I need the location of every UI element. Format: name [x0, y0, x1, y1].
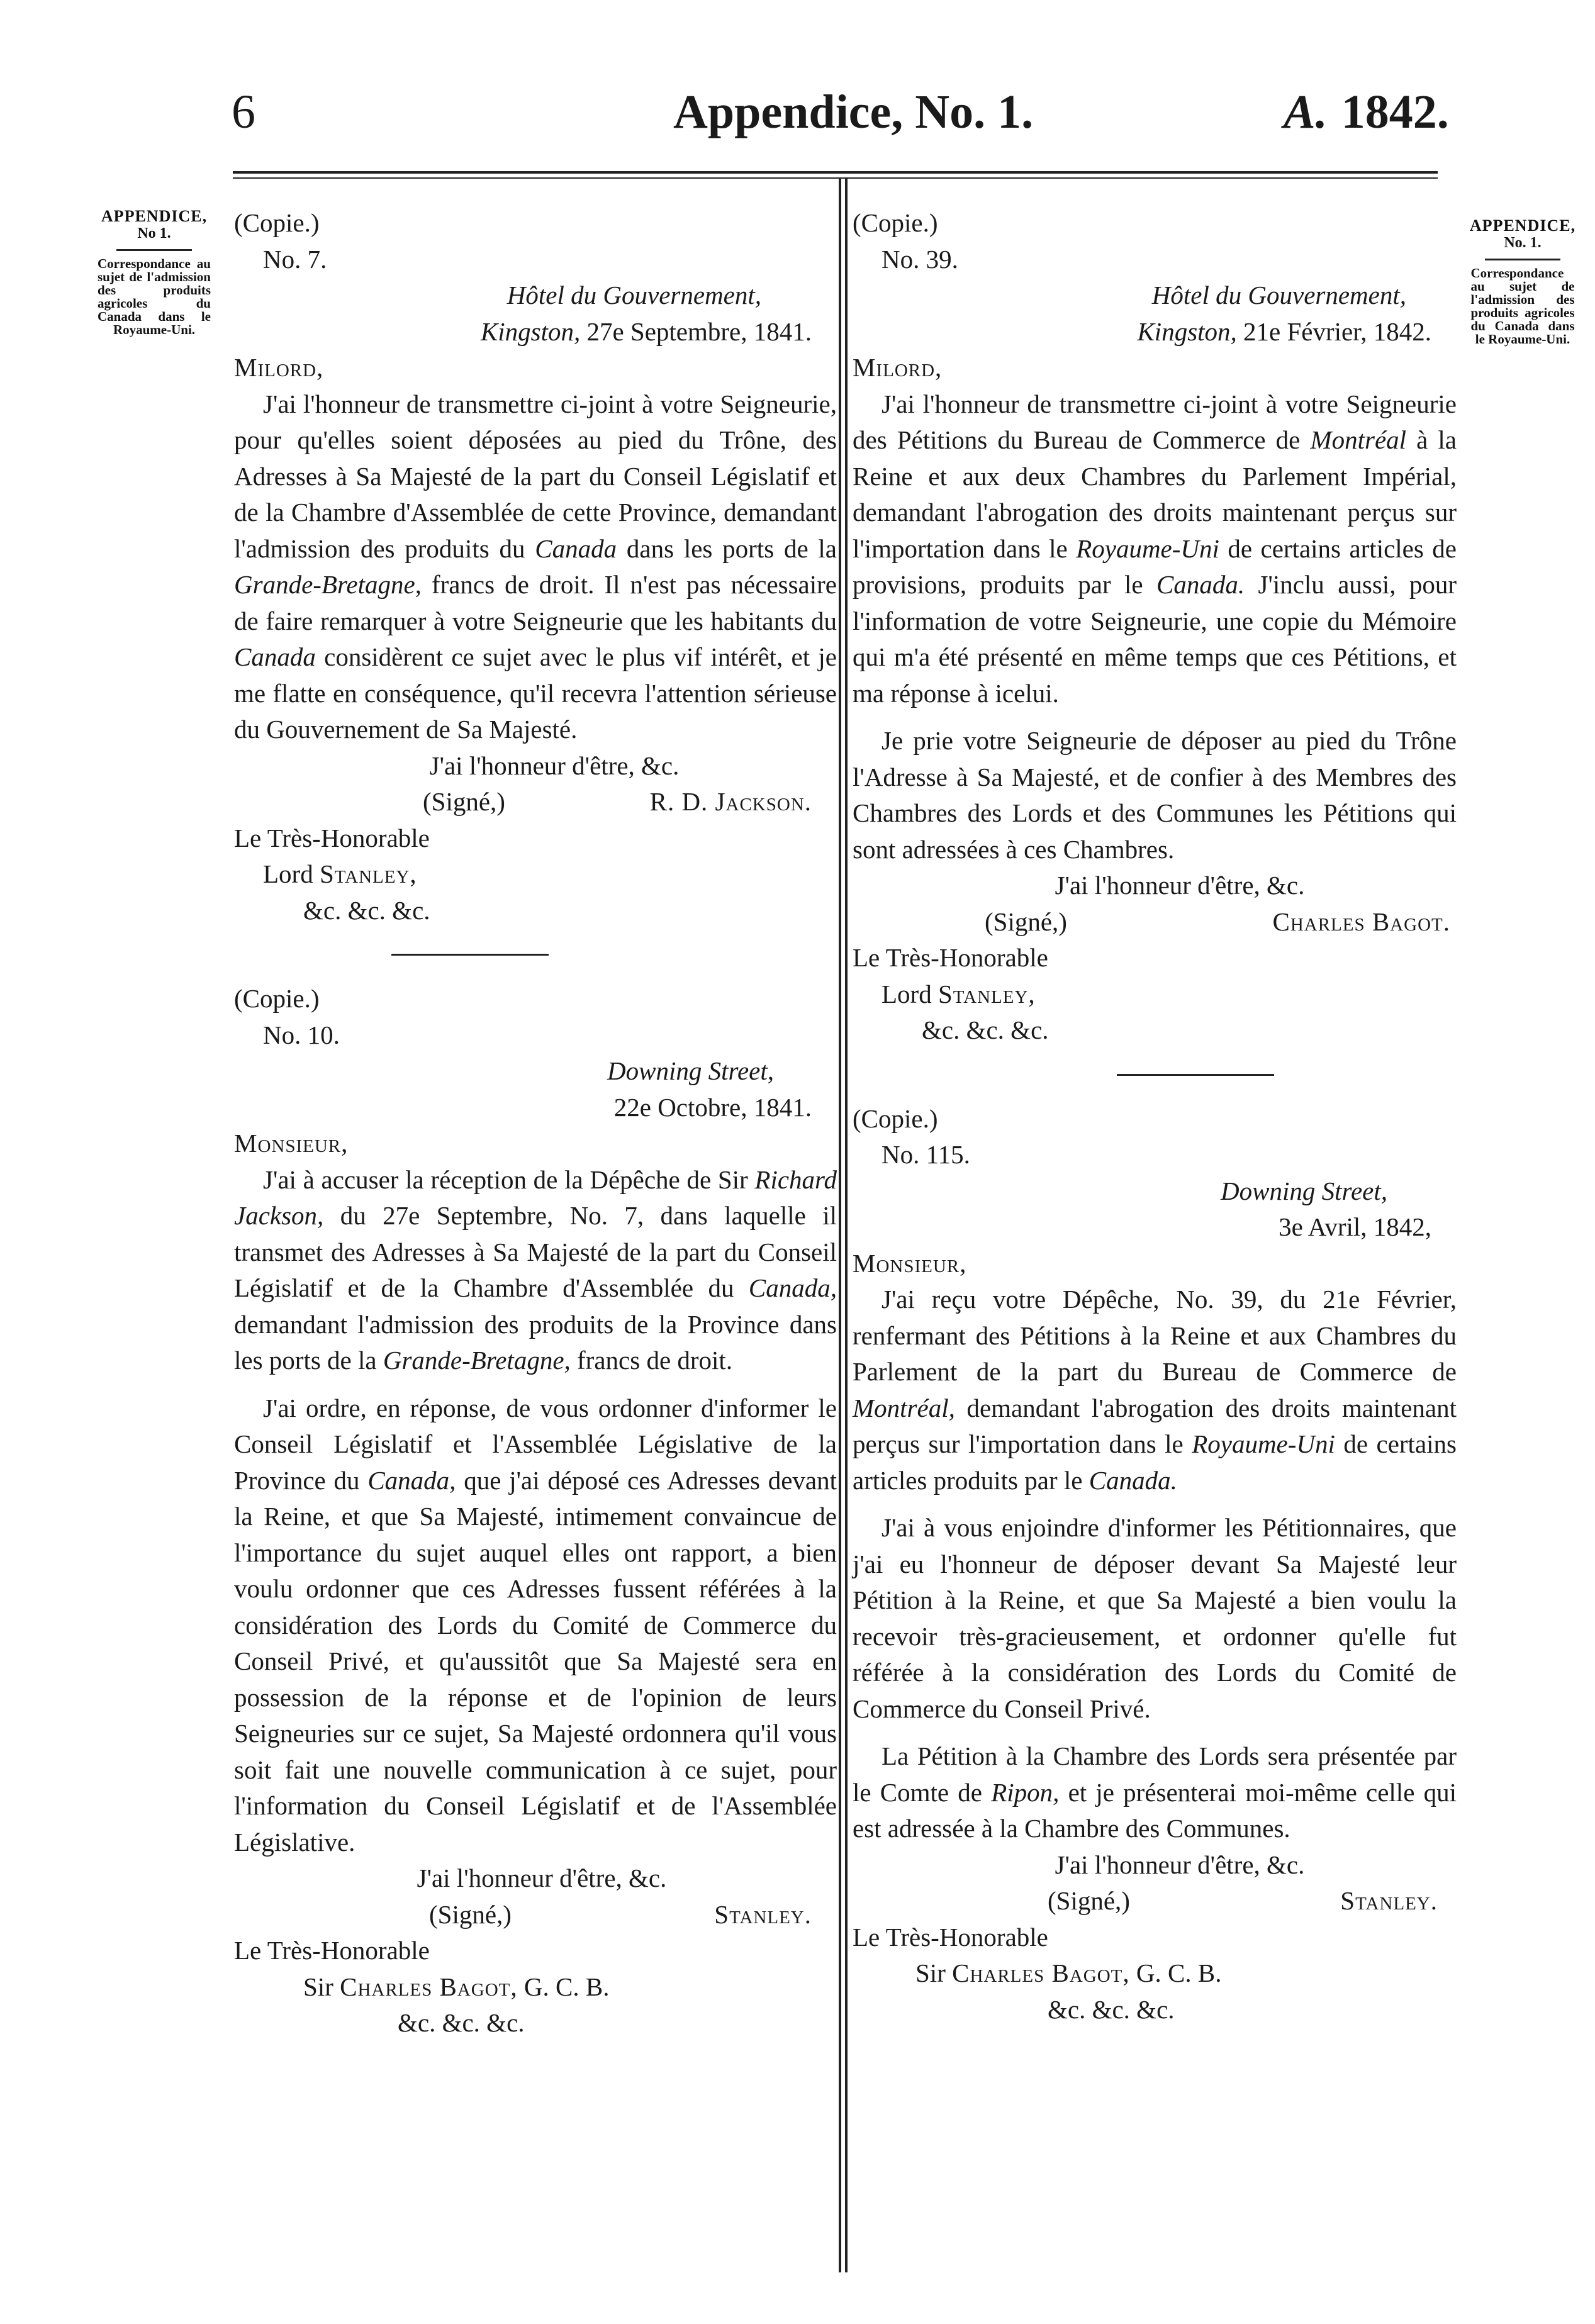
- addressee-title: Le Très-Honorable: [853, 1922, 1048, 1952]
- text-run: demandant l'admission des produits de la Province dans les ports de la: [234, 1309, 837, 1375]
- copy-label: (Copie.): [234, 984, 320, 1013]
- text-run: J'ai reçu votre Dépêche, No. 39, du 21e Février, renfermant des Pétitions à la Reine et aux Chambres du Parlement de la part du Bureau de Commerce de: [853, 1285, 1457, 1386]
- addressee-title: Le Très-Honorable: [853, 943, 1048, 972]
- text-run: de certains articles de provisions, produits par le: [853, 534, 1457, 599]
- date-line: [853, 314, 1457, 350]
- margin-note-number: No. 1.: [1504, 235, 1542, 251]
- place-line: Hôtel du Gouvernement,: [1151, 281, 1406, 310]
- salutation: Milord,: [234, 353, 324, 382]
- page-number: 6: [232, 86, 255, 138]
- addressee-title: Le Très-Honorable: [234, 823, 430, 852]
- place-line: Downing Street,: [1221, 1176, 1387, 1205]
- italic-run: Canada,: [367, 1465, 456, 1495]
- closing: J'ai l'honneur d'être, &c.: [1055, 871, 1305, 900]
- small-caps-run: Charles Bagot,: [340, 1972, 518, 2001]
- letter-body: [853, 1738, 1457, 1847]
- date-text: 21e Février, 1842.: [1236, 316, 1431, 346]
- copy-label: (Copie.): [853, 208, 938, 237]
- italic-run: Canada: [535, 534, 617, 563]
- text-run: de certains articles produits par le: [853, 1429, 1457, 1495]
- date-line: 22e Octobre, 1841.: [613, 1092, 812, 1122]
- signed-label: (Signé,): [429, 1899, 512, 1929]
- letter-body: [853, 386, 1457, 712]
- section-separator: [391, 954, 549, 956]
- signature-line: [234, 1897, 837, 1933]
- italic-run: Montréal,: [853, 1393, 955, 1422]
- text-run: J'ai l'honneur de transmettre ci-joint à votre Seigneurie, pour qu'elles soient déposées au pied du Trône, des Adresses à Sa Majesté de la part du Conseil Législatif et de la Chambre d'Assemblée de cette Province, demandant l'admission des produits du: [234, 389, 837, 563]
- margin-note-number: No 1.: [137, 225, 171, 242]
- signed-label: (Signé,): [985, 907, 1067, 936]
- copy-label: (Copie.): [853, 1103, 938, 1133]
- text-run: à la Reine et aux deux Chambres du Parlement Impérial, demandant l'abrogation des droits maintenant perçus sur l'importation dans le: [853, 425, 1457, 563]
- text-run: La Pétition à la Chambre des Lords sera présentée par le Comte de: [853, 1741, 1457, 1807]
- margin-note-text: Correspondance au sujet de l'admission des produits agricoles du Canada dans le Royaume-Uni.: [1470, 265, 1575, 347]
- text-run: et je présenterai moi-même celle qui est adressée à la Chambre des Communes.: [853, 1777, 1457, 1843]
- page-title: Appendice, No. 1.: [673, 86, 1034, 138]
- place-name: Kingston,: [1137, 316, 1237, 346]
- signer-name: Stanley.: [714, 1899, 812, 1929]
- italic-run: Royaume-Uni: [1076, 534, 1219, 563]
- salutation: Monsieur,: [234, 1129, 349, 1158]
- closing: J'ai l'honneur d'être, &c.: [1055, 1850, 1305, 1879]
- copy-label: (Copie.): [234, 208, 320, 237]
- italic-run: Grande-Bretagne,: [234, 570, 422, 599]
- italic-run: Richard Jackson,: [234, 1165, 837, 1230]
- place-name: Kingston,: [480, 316, 581, 346]
- letter-body: [853, 1282, 1457, 1499]
- text-run: J'ai ordre, en réponse, de vous ordonner d'informer le Conseil Législatif et l'Assemblée Législative de la Province du: [234, 1393, 837, 1495]
- signed-label: (Signé,): [423, 787, 505, 816]
- closing: J'ai l'honneur d'être, &c.: [417, 1863, 667, 1892]
- header-rule-bottom: [233, 177, 1438, 179]
- letter-number: No. 7.: [263, 244, 327, 274]
- section-separator: [1117, 1074, 1274, 1076]
- letter-number: No. 115.: [881, 1140, 970, 1169]
- date-line: [234, 314, 837, 350]
- text-run: G. C. B.: [517, 1972, 610, 2001]
- letter-body: Je prie votre Seigneurie de déposer au pied du Trône l'Adresse à Sa Majesté, et de confier à des Membres des Chambres des Lords et des Communes les Pétitions qui sont adressées à ces Chambres.: [853, 726, 1457, 864]
- italic-run: Grande-Bretagne,: [383, 1346, 571, 1375]
- margin-note-left: [88, 208, 220, 337]
- page-year: [1284, 88, 1449, 136]
- margin-note-divider: [1485, 259, 1560, 260]
- salutation: Monsieur,: [853, 1248, 967, 1278]
- margin-note-text: Correspondance au sujet de l'admission des produits agricoles du Canada dans le Royaume-Uni.: [98, 256, 211, 337]
- date-text: 27e Septembre, 1841.: [580, 316, 812, 346]
- margin-note-right: [1460, 217, 1586, 346]
- letter-body: J'ai à vous enjoindre d'informer les Pétitionnaires, que j'ai eu l'honneur de déposer devant Sa Majesté leur Pétition à la Reine, et que Sa Majesté a bien voulu la recevoir très-gracieusement, et ordonner qu'elle fut référée à la considération des Lords du Comité de Commerce du Conseil Privé.: [853, 1513, 1457, 1723]
- italic-run: Canada.: [1156, 570, 1245, 599]
- signed-label: (Signé,): [1048, 1886, 1130, 1915]
- small-caps-run: Stanley,: [319, 859, 417, 888]
- letter-body: [234, 1390, 837, 1861]
- signature-line: [853, 904, 1457, 941]
- small-caps-run: Stanley,: [937, 979, 1036, 1008]
- signer-name: R. D. Jackson.: [649, 787, 812, 816]
- text-run: Lord: [881, 979, 938, 1008]
- signer-name: Stanley.: [1340, 1886, 1438, 1915]
- addressee-name: [853, 976, 1457, 1013]
- text-run: considèrent ce sujet avec le plus vif intérêt, et je me flatte en conséquence, qu'il recevra l'attention sérieuse du Gouvernement de Sa Majesté.: [234, 642, 837, 744]
- addressee-etc: &c. &c. &c.: [922, 1015, 1049, 1044]
- place-line: Hôtel du Gouvernement,: [506, 281, 761, 310]
- addressee-name: [853, 1955, 1457, 1992]
- year-text: 1842.: [1341, 86, 1449, 138]
- addressee-name: [234, 1969, 837, 2006]
- signature-line: [853, 1883, 1457, 1919]
- text-run: J'ai l'honneur de transmettre ci-joint à votre Seigneurie des Pétitions du Bureau de Commerce de: [853, 389, 1457, 454]
- margin-note-divider: [116, 249, 192, 251]
- addressee-title: Le Très-Honorable: [234, 1936, 430, 1965]
- place-line: Downing Street,: [607, 1056, 774, 1085]
- addressee-name: [234, 856, 837, 893]
- column-rule-1: [839, 177, 841, 2272]
- column-rule-2: [845, 177, 848, 2272]
- italic-run: Royaume-Uni: [1192, 1429, 1335, 1458]
- text-run: Sir: [915, 1958, 953, 1987]
- date-line: 3e Avril, 1842,: [1279, 1212, 1431, 1241]
- italic-run: Canada: [234, 642, 316, 671]
- addressee-etc: &c. &c. &c.: [303, 895, 430, 925]
- right-column: [853, 205, 1457, 2028]
- header-rule-top: [233, 171, 1438, 174]
- text-run: dans les ports de la: [617, 534, 837, 563]
- addressee-etc: &c. &c. &c.: [398, 2008, 525, 2037]
- closing: J'ai l'honneur d'être, &c.: [429, 751, 680, 780]
- signature-line: [234, 784, 837, 820]
- margin-note-title: APPENDICE,: [101, 207, 208, 225]
- signer-name: Charles Bagot.: [1272, 907, 1450, 936]
- text-run: demandant l'abrogation des droits maintenant perçus sur l'importation dans le: [853, 1393, 1457, 1458]
- margin-note-title: APPENDICE,: [1469, 216, 1576, 235]
- text-run: Sir: [303, 1972, 340, 2001]
- text-run: du 27e Septembre, No. 7, dans laquelle il transmet des Adresses à Sa Majesté de la part du Conseil Législatif et de la Chambre d'Assemblée du: [234, 1201, 837, 1302]
- letter-body: [234, 1162, 837, 1379]
- italic-run: Canada,: [748, 1273, 837, 1302]
- italic-run: Ripon,: [991, 1777, 1060, 1807]
- text-run: G. C. B.: [1129, 1958, 1222, 1987]
- text-run: J'inclu aussi, pour l'information de votre Seigneurie, une copie du Mémoire qui m'a été présenté en même temps que ces Pétitions, et ma réponse à icelui.: [853, 570, 1457, 708]
- italic-run: Canada.: [1089, 1465, 1177, 1495]
- addressee-etc: &c. &c. &c.: [1048, 1994, 1175, 2024]
- letter-number: No. 39.: [881, 244, 958, 274]
- text-run: que j'ai déposé ces Adresses devant la Reine, et que Sa Majesté, intimement convaincue de l'importance du sujet auquel elles ont rapport, a bien voulu ordonner que ces Adresses fussent référées à la considération des Lords du Comité de Commerce du Conseil Privé, et qu'aussitôt que Sa Majesté sera en possession de la réponse et de l'opinion de leurs Seigneuries sur ce sujet, Sa Majesté ordonnera qu'il vous soit fait une nouvelle communication à ce sujet, pour l'information du Conseil Législatif et de l'Assemblée Législative.: [234, 1465, 837, 1857]
- text-run: francs de droit. Il n'est pas nécessaire de faire remarquer à votre Seigneurie que les habitants du: [234, 570, 837, 635]
- small-caps-run: Charles Bagot,: [952, 1958, 1130, 1987]
- text-run: Lord: [263, 859, 320, 888]
- text-run: J'ai à accuser la réception de la Dépêche de Sir: [263, 1165, 755, 1194]
- italic-run: Montréal: [1310, 425, 1407, 454]
- left-column: [234, 205, 837, 2042]
- letter-body: [234, 386, 837, 748]
- salutation: Milord,: [853, 353, 943, 382]
- series-letter: A.: [1284, 86, 1328, 138]
- text-run: francs de droit.: [570, 1346, 733, 1375]
- letter-number: No. 10.: [263, 1020, 340, 1049]
